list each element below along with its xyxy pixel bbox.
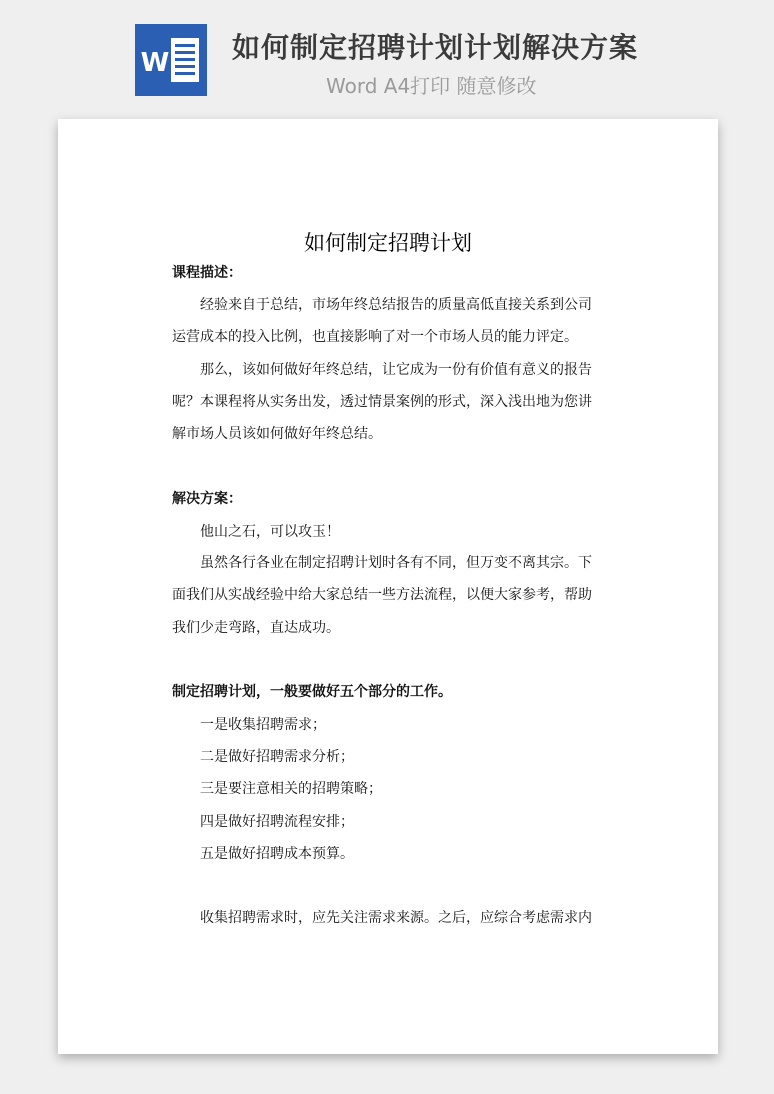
- paragraph-line: 解市场人员该如何做好年终总结。: [172, 426, 382, 442]
- document-title: 如何制定招聘计划: [304, 231, 472, 255]
- paragraph-line: 经验来自于总结，市场年终总结报告的质量高低直接关系到公司: [200, 297, 592, 313]
- section-heading-solution: 解决方案：: [172, 491, 242, 507]
- page-subtitle: Word A4打印 随意修改: [326, 74, 537, 98]
- word-icon: [135, 24, 207, 96]
- list-item: 四是做好招聘流程安排；: [200, 814, 354, 830]
- paragraph-line: 面我们从实战经验中给大家总结一些方法流程，以便大家参考，帮助: [172, 587, 592, 603]
- list-item: 五是做好招聘成本预算。: [200, 846, 354, 862]
- document-page: [58, 119, 718, 1054]
- list-item: 三是要注意相关的招聘策略；: [200, 781, 382, 797]
- word-icon-letter: W: [140, 48, 170, 78]
- list-item: 二是做好招聘需求分析；: [200, 749, 354, 765]
- paragraph-line: 他山之石，可以攻玉！: [200, 524, 340, 540]
- page-title: 如何制定招聘计划计划解决方案: [232, 31, 639, 64]
- paragraph-line: 收集招聘需求时，应先关注需求来源。之后，应综合考虑需求内: [200, 910, 592, 926]
- header: [0, 0, 774, 110]
- section-heading-course: 课程描述：: [172, 265, 242, 281]
- paragraph-line: 运营成本的投入比例，也直接影响了对一个市场人员的能力评定。: [172, 329, 578, 345]
- section-heading-plan: 制定招聘计划，一般要做好五个部分的工作。: [172, 684, 452, 700]
- paragraph-line: 呢？本课程将从实务出发，透过情景案例的形式，深入浅出地为您讲: [172, 394, 592, 410]
- paragraph-line: 那么，该如何做好年终总结，让它成为一份有价值有意义的报告: [200, 362, 592, 378]
- list-item: 一是收集招聘需求；: [200, 717, 326, 733]
- paragraph-line: 我们少走弯路，直达成功。: [172, 620, 340, 636]
- paragraph-line: 虽然各行各业在制定招聘计划时各有不同，但万变不离其宗。下: [200, 555, 592, 571]
